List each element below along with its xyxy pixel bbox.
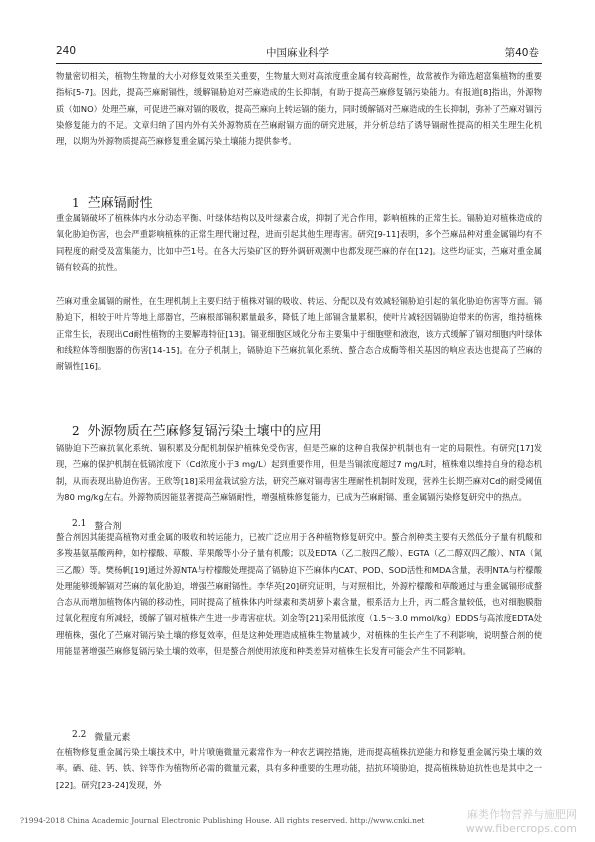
subsection-2-2-title: 微量元素: [94, 733, 131, 743]
section-1-paragraph-2: 苎麻对重金属镉的耐性，在生理机制上主要归结于植株对镉的吸收、转运、分配以及有效减轻镉胁迫引起的氧化胁迫伤害等方面。镉胁迫下，相较于叶片等地上部器官，苎麻根部镉积累量最多，降低了地上部镉含量累积，使叶片减轻因镉胁迫带来的伤害，维持植株正常生长，表现出Cd耐性植物的主要解毒特征[13]。镉亚细胞区域化分布主要集中于细胞壁和液泡，该方式缓解了镉对细胞内叶绿体和线粒体等细胞器的伤害[14-15]。在分子机制上，镉胁迫下苎麻抗氧化系统、螯合态合成酶等相关基因的响应表达也提高了苎麻的耐镉性[16]。: [56, 296, 542, 372]
journal-title: 中国麻业科学: [266, 47, 329, 59]
subsection-2-2-number: 2.2: [72, 730, 87, 740]
subsection-2-1-title: 螯合剂: [94, 522, 122, 532]
section-2-number: 2: [72, 424, 80, 438]
section-2-paragraph-1: 镉胁迫下苎麻抗氧化系统、镉积累及分配机制保护植株免受伤害，但是苎麻的这种自我保护机制也有一定的局限性。有研究[17]发现，苎麻的保护机制在低镉浓度下（Cd浓度小于3 mg/L）起到重要作用，但是当镉浓度超过7 mg/L时，植株难以维持自身的稳态机制，从而表现出胁迫伤害。王欣等[18]采用盆栽试验方法，研究苎麻对镉毒害生理耐性机制时发现，营养生长期苎麻对Cd的耐受阈值为80 mg/kg左右。外源物质因能显著提高苎麻镉耐性，增强植株修复能力，已成为苎麻耐镉、重金属镉污染修复研究中的热点。: [56, 443, 542, 502]
section-1-number: 1: [72, 196, 80, 210]
page-number: 240: [56, 45, 77, 57]
intro-paragraph: 物量密切相关，植物生物量的大小对修复效果至关重要，生物量大则对高浓度重金属有较高耐性，故常被作为筛选超富集植物的重要指标[5-7]。因此，提高苎麻耐镉性，缓解镉胁迫对苎麻造成的生长抑制，有助于提高苎麻修复镉污染能力。有报道[8]指出，外源物质（如NO）处理苎麻，可促进苎麻对镉的吸收，提高苎麻向上转运镉的能力，同时缓解镉对苎麻造成的生长抑制，弥补了苎麻对镉污染修复能力的不足。文章归纳了国内外有关外源物质在苎麻耐镉方面的研究进展，并分析总结了诱导镉耐性提高的相关生理生化机理，以期为外源物质提高苎麻修复重金属污染土壤能力提供参考。: [56, 71, 542, 147]
copyright-footer: ?1994-2018 China Academic Journal Electronic Publishing House. All rights reserved. http://www.cnki.net: [20, 816, 425, 825]
watermark-line-2: www.fibercrops.com: [465, 822, 577, 835]
section-2-title: 外源物质在苎麻修复镉污染土壤中的应用: [87, 424, 322, 439]
subsection-2-2-heading: [72, 730, 130, 743]
subsection-2-2-paragraph: 在植物修复重金属污染土壤技术中，叶片喷施微量元素常作为一种农艺调控措施，进而提高植株抗逆能力和修复重金属污染土壤的效率。硒、硅、钙、铁、锌等作为植物所必需的微量元素，具有多种重要的生理功能，拮抗环境胁迫，提高植株胁迫抗性也是其中之一[22]。研究[23-24]发现，外: [56, 747, 542, 790]
watermark-line-1: 麻类作物营养与施肥网: [467, 808, 577, 821]
site-watermark: [466, 808, 577, 836]
section-2-heading: [72, 420, 322, 439]
header-rule: [56, 63, 542, 64]
volume-label: 第40卷: [504, 47, 539, 59]
section-1-heading: [72, 192, 153, 211]
section-1-title: 苎麻镉耐性: [87, 196, 153, 211]
subsection-2-1-paragraph: 螯合剂因其能提高植物对重金属的吸收和转运能力，已被广泛应用于各种植物修复研究中。螯合剂种类主要有天然低分子量有机酸和多羧基氨基酸两种，如柠檬酸、草酸、苹果酸等小分子量有机酸；以及EDTA（乙二胺四乙酸）、EGTA（乙二醇双四乙酸）、NTA（氮三乙酸）等。樊杨帆[19]通过外源NTA与柠檬酸处理提高了镉胁迫下苎麻体内CAT、POD、SOD活性和MDA含量，表明NTA与柠檬酸处理能够缓解镉对苎麻的氧化胁迫，增强苎麻耐镉性。李华英[20]研究证明，与对照相比，外源柠檬酸和草酸通过与重金属镉形成螯合态从而增加植物体内镉的移动性，同时提高了植株体内叶绿素和类胡萝卜素含量，根系活力上升，丙二醛含量较低，也对细胞膜脂过氧化程度有所减轻，缓解了镉对植株产生进一步毒害症状。刘金等[21]采用低浓度（1.5～3.0 mmol/kg）EDDS与高浓度EDTA处理植株，强化了苎麻对镉污染土壤的修复效率，但是这种处理造成植株生物量减少，对植株的生长产生了不利影响，说明螯合剂的使用能显著增强苎麻修复镉污染土壤的效率，但是螯合剂使用浓度和种类差异对植株生长发育可能会产生不同影响。: [56, 532, 542, 657]
subsection-2-1-number: 2.1: [72, 519, 87, 529]
section-1-paragraph-1: 重金属镉破坏了植株体内水分动态平衡、叶绿体结构以及叶绿素合成，抑制了光合作用，影响植株的正常生长。镉胁迫对植株造成的氧化胁迫伤害，也会严重影响植株的正常生理代谢过程，进而引起其他生理毒害。研究[9-11]表明，多个苎麻品种对重金属镉均有不同程度的耐受及富集能力，比如中苎1号。在各大污染矿区的野外调研观测中也都发现苎麻的存在[12]。这些均证实，苎麻对重金属镉有较高的抗性。: [56, 213, 542, 272]
